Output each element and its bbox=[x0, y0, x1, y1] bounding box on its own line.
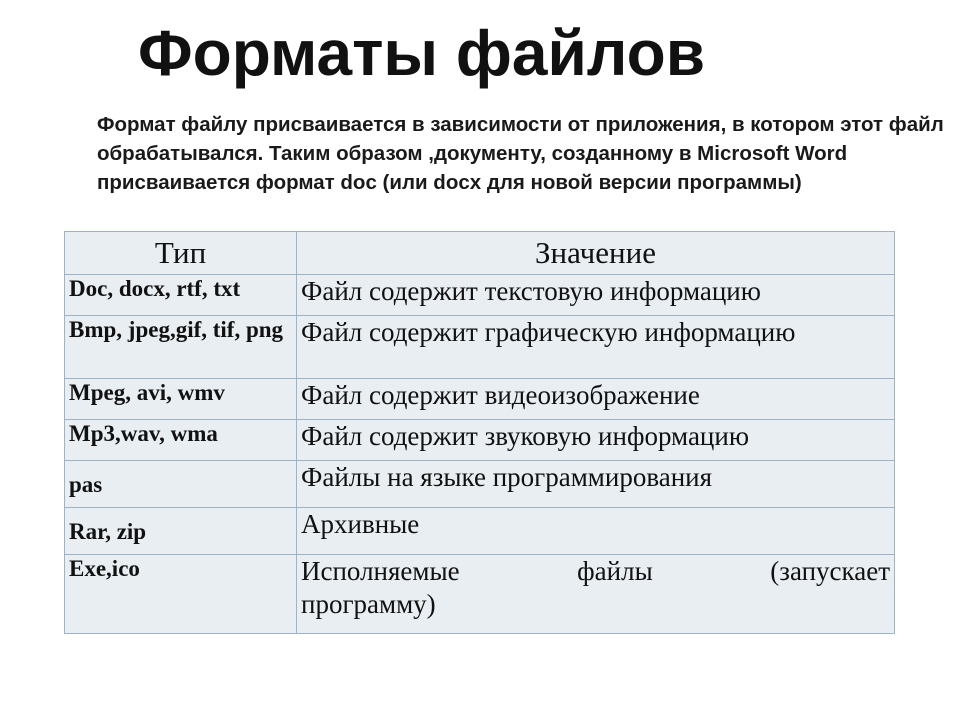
type-cell: Rar, zip bbox=[65, 508, 297, 555]
meaning-line: программу) bbox=[301, 589, 436, 619]
table-row bbox=[65, 555, 895, 634]
file-formats-table bbox=[64, 231, 895, 634]
meaning-cell: Архивные bbox=[297, 508, 895, 555]
meaning-cell: Файл содержит графическую информацию bbox=[297, 316, 895, 379]
meaning-cell: Файл содержит видеоизображение bbox=[297, 379, 895, 420]
meaning-line: Исполняемые файлы (запускает bbox=[301, 556, 890, 586]
table-row bbox=[65, 508, 895, 555]
intro-paragraph: Формат файлу присваивается в зависимости от приложения, в котором этот файл обрабатывался. Таким образом ,документу, созданному в Microsoft Word присваивается формат doc (или docx для новой версии программы) bbox=[97, 113, 944, 194]
table-row bbox=[65, 275, 895, 316]
meaning-cell bbox=[297, 555, 895, 634]
table-row bbox=[65, 379, 895, 420]
type-cell: Bmp, jpeg,gif, tif, png bbox=[65, 316, 297, 379]
meaning-cell: Файл содержит звуковую информацию bbox=[297, 420, 895, 461]
header-meaning: Значение bbox=[297, 232, 895, 275]
page-title: Форматы файлов bbox=[138, 17, 706, 89]
type-cell: pas bbox=[65, 461, 297, 508]
type-cell: Mpeg, avi, wmv bbox=[65, 379, 297, 420]
table-row bbox=[65, 316, 895, 379]
type-cell: Doc, docx, rtf, txt bbox=[65, 275, 297, 316]
type-cell: Exe,ico bbox=[65, 555, 297, 634]
type-cell: Mp3,wav, wma bbox=[65, 420, 297, 461]
table-header-row bbox=[65, 232, 895, 275]
table-row bbox=[65, 461, 895, 508]
meaning-cell: Файлы на языке программирования bbox=[297, 461, 895, 508]
header-type: Тип bbox=[65, 232, 297, 275]
table-row bbox=[65, 420, 895, 461]
meaning-cell: Файл содержит текстовую информацию bbox=[297, 275, 895, 316]
